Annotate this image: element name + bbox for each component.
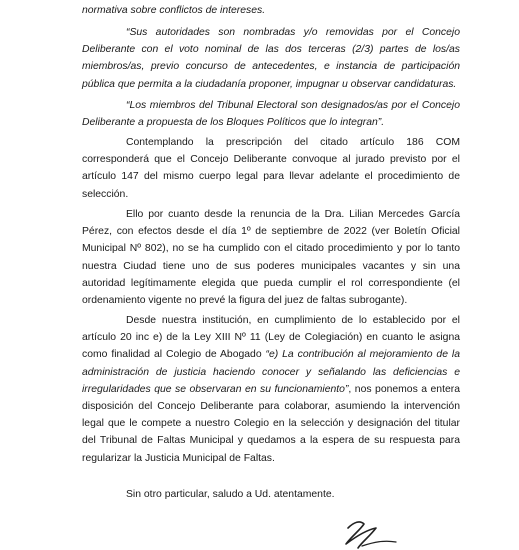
signature-image (318, 508, 402, 550)
paragraph-contemplando: Contemplando la prescripción del citado artículo 186 COM corresponderá que el Concejo Deliberante convoque al jurado previsto por el artículo 147 del mismo cuerpo legal para llevar adelante el procedimiento de selección. (82, 137, 460, 200)
paragraph-institucion-text-b: , nos ponemos a entera disposición del Concejo Deliberante para colaborar, asumiendo la intervención legal que le compete a nuestro Colegio en la selección y designación del titular del Tribunal de Faltas Municipal y quedamos a la espera de su respuesta para regularizar la Justicia Municipal de Faltas. (82, 383, 460, 464)
paragraph-institucion-text-a: Desde nuestra institución, en cumplimiento de lo establecido por el artículo 20 inc e) de la Ley XIII Nº 11 (Ley de Colegiación) en cuanto le asigna como finalidad al Colegio de Abogado (82, 315, 460, 361)
paragraph-institucion-quote: “e) La contribución al mejoramiento de la administración de justicia haciendo conocer y señalando las deficiencias e irregularidades que se observaran en su funcionamiento” (82, 349, 460, 395)
paragraph-institucion (82, 312, 460, 467)
closing-line: Sin otro particular, saludo a Ud. atentamente. (126, 489, 335, 500)
paragraph-tribunal-electoral-quote: “Los miembros del Tribunal Electoral son designados/as por el Concejo Deliberante a propuesta de los Bloques Políticos que lo integran”. (82, 100, 460, 129)
paragraph-normativa: normativa sobre conflictos de intereses. (82, 5, 266, 16)
paragraph-renuncia: Ello por cuanto desde la renuncia de la Dra. Lilian Mercedes García Pérez, con efectos desde el día 1º de septiembre de 2022 (ver Boletín Oficial Municipal Nº 802), no se ha cumplido con el citado procedimiento y por lo tanto nuestra Ciudad tiene uno de sus poderes municipales vacantes y sin una autoridad legítimamente elegida que pueda cumplir el rol correspondiente (el ordenamiento vigente no prevé la figura del juez de faltas subrogante). (82, 209, 460, 307)
paragraph-autoridades-quote: “Sus autoridades son nombradas y/o removidas por el Concejo Deliberante con el voto nominal de las dos terceras (2/3) partes de los/as miembros/as, previo concurso de antecedentes, e instancia de participación pública que permita a la ciudadanía proponer, impugnar u observar candidaturas. (82, 27, 460, 90)
